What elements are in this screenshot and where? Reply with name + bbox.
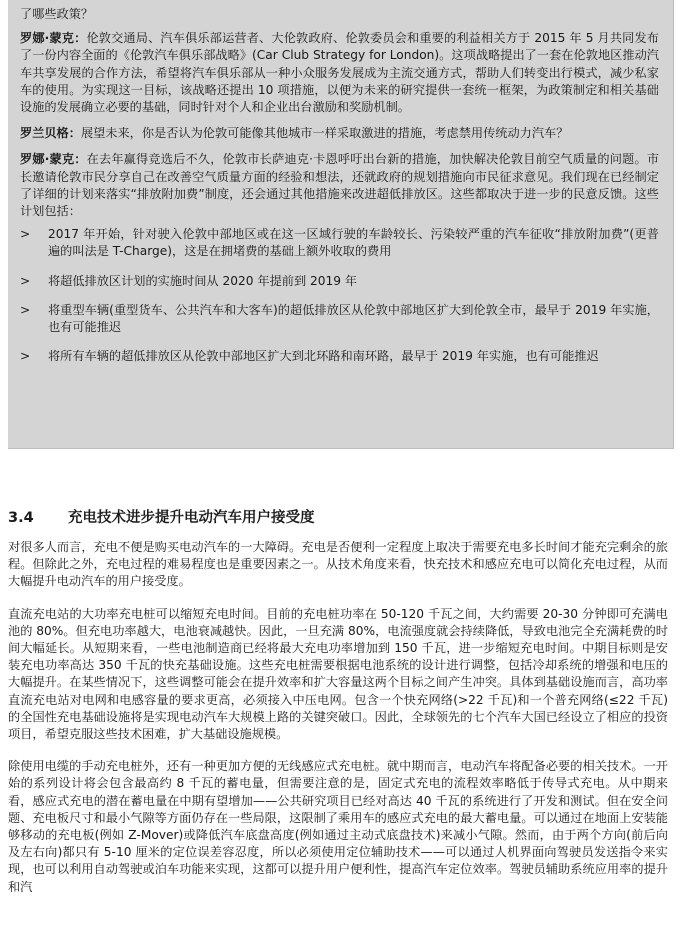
policy-list — [20, 226, 659, 365]
section-heading — [8, 506, 668, 527]
list-item-text: 将超低排放区计划的实施时间从 2020 年提前到 2019 年 — [48, 273, 358, 288]
list-item — [20, 273, 659, 290]
body-paragraph: 直流充电站的大功率充电桩可以缩短充电时间。目前的充电桩功率在 50-120 千瓦之间，大约需要 20-30 分钟即可充满电池的 80%。但充电功率越大，电池衰减越快。因此，一旦充满 80%，电流强度就会持续降低，导致电池完全充满耗费的时间大幅延长。从短期来看，一些电池制造商已经将最大充电功率增加到 150 千瓦，进一步缩短充电时间。中期目标则是安装充电功率高达 350 千瓦的快充基础设施。这些充电桩需要根据电池系统的设计进行调整，包括冷却系统的增强和电压的大幅提升。在某些情况下，这些调整可能会在提升效率和扩大容量这两个目标之间产生冲突。具体到基础设施而言，高功率直流充电站对电网和电感容量的要求更高，必须接入中压电网。包含一个快充网络(>22 千瓦)和一个普充网络(≤22 千瓦)的全国性充电基础设施将是实现电动汽车大规模上路的关键突破口。因此，全球领先的七个汽车大国已经设立了相应的投资项目，希望克服这些技术困难，扩大基础设施规模。 — [8, 606, 668, 742]
interview-content — [8, 0, 673, 365]
section-number: 3.4 — [8, 510, 34, 526]
list-item-text: 将重型车辆(重型货车、公共汽车和大客车)的超低排放区从伦敦中部地区扩大到伦敦全市，最早于 2019 年实施，也有可能推迟 — [48, 302, 659, 335]
chevron-right-icon: > — [20, 273, 31, 288]
question-text: 展望未来，你是否认为伦敦可能像其他城市一样采取激进的措施，考虑禁用传统动力汽车？ — [80, 126, 569, 141]
answer-text: 伦敦交通局、汽车俱乐部运营者、大伦敦政府、伦敦委员会和重要的利益相关方于 2015 年 5 月共同发布了一份内容全面的《伦敦汽车俱乐部战略》(Car Club Strategy for London)。这项战略提出了一套在伦敦地区推动汽车共享发展的合作方法，希望将汽车俱乐部从一种小众服务发展成为主流交通方式，帮助人们转变出行模式，减少私家车的使用。为实现这一目标，该战略还提出 10 项措施，以便为未来的研究提供一套统一框架，为政策制定和相关基础设施的发展确立必要的基础，同时针对个人和企业出台激励和奖励机制。 — [20, 31, 659, 115]
answer-text: 在去年赢得竞选后不久，伦敦市长萨迪克·卡恩呼吁出台新的措施，加快解决伦敦目前空气质量的问题。市长邀请伦敦市民分享自己在改善空气质量方面的经验和想法，还就政府的规划措施向市民征求意见。我们现在已经制定了详细的计划来落实“排放附加费”制度，还会通过其他措施来改进超低排放区。这些都取决于进一步的民意反馈。这些计划包括： — [20, 152, 660, 219]
body-paragraph: 除使用电缆的手动充电桩外，还有一种更加方便的无线感应式充电桩。就中期而言，电动汽车将配备必要的相关技术。一开始的系列设计将会包含最高约 8 千瓦的蓄电量，但需要注意的是，固定式充电的流程效率略低于传导式充电。从中期来看，感应式充电的潜在蓄电量在中期有望增加——公共研究项目已经对高达 40 千瓦的系统进行了开发和测试。但在安全问题、充电板尺寸和最小气隙等方面仍存在一些局限，这限制了乘用车的感应式充电的最大蓄电量。可以通过在地面上安装能够移动的充电板(例如 Z-Mover)或降低汽车底盘高度(例如通过主动式底盘技术)来减小气隙。然而，由于两个方向(前后向及左右向)都只有 5-10 厘米的定位误差容忍度，所以必须使用定位辅助技术——可以通过人机界面向驾驶员发送指令来实现，也可以利用自动驾驶或泊车功能来实现，这都可以提升用户便利性，提高汽车定位效率。驾驶员辅助系统应用率的提升和汽 — [8, 759, 668, 894]
speaker-label: 罗娜·蒙克： — [20, 31, 87, 46]
list-item — [20, 226, 659, 260]
chevron-right-icon: > — [20, 302, 31, 317]
speaker-label: 罗兰贝格： — [20, 126, 81, 141]
chevron-right-icon: > — [20, 227, 31, 242]
answer-paragraph-1 — [20, 30, 659, 116]
answer-paragraph-2 — [20, 151, 659, 220]
section-3-4 — [8, 484, 668, 911]
list-item — [20, 348, 659, 365]
chevron-right-icon: > — [20, 349, 31, 364]
section-title: 充电技术进步提升电动汽车用户接受度 — [68, 510, 315, 526]
speaker-label: 罗娜·蒙克： — [20, 152, 87, 167]
interview-box — [8, 0, 674, 449]
list-item-text: 将所有车辆的超低排放区从伦敦中部地区扩大到北环路和南环路，最早于 2019 年实施，也有可能推迟 — [48, 349, 599, 364]
section-body — [8, 539, 668, 896]
list-item-text: 2017 年开始，针对驶入伦敦中部地区或在这一区域行驶的车龄较长、污染较严重的汽车征收“排放附加费”(更普遍的叫法是 T-Charge)，这是在拥堵费的基础上额外收取的费用 — [48, 227, 659, 259]
interview-question-tail: 了哪些政策？ — [20, 7, 94, 21]
list-item — [20, 302, 659, 336]
question-paragraph — [20, 125, 659, 142]
body-paragraph: 对很多人而言，充电不便是购买电动汽车的一大障碍。充电是否便利一定程度上取决于需要充电多长时间才能充完剩余的旅程。但除此之外，充电过程的难易程度也是重要因素之一。从技术角度来看，快充技术和感应充电可以简化充电过程，从而大幅提升电动汽车的用户接受度。 — [8, 540, 668, 589]
